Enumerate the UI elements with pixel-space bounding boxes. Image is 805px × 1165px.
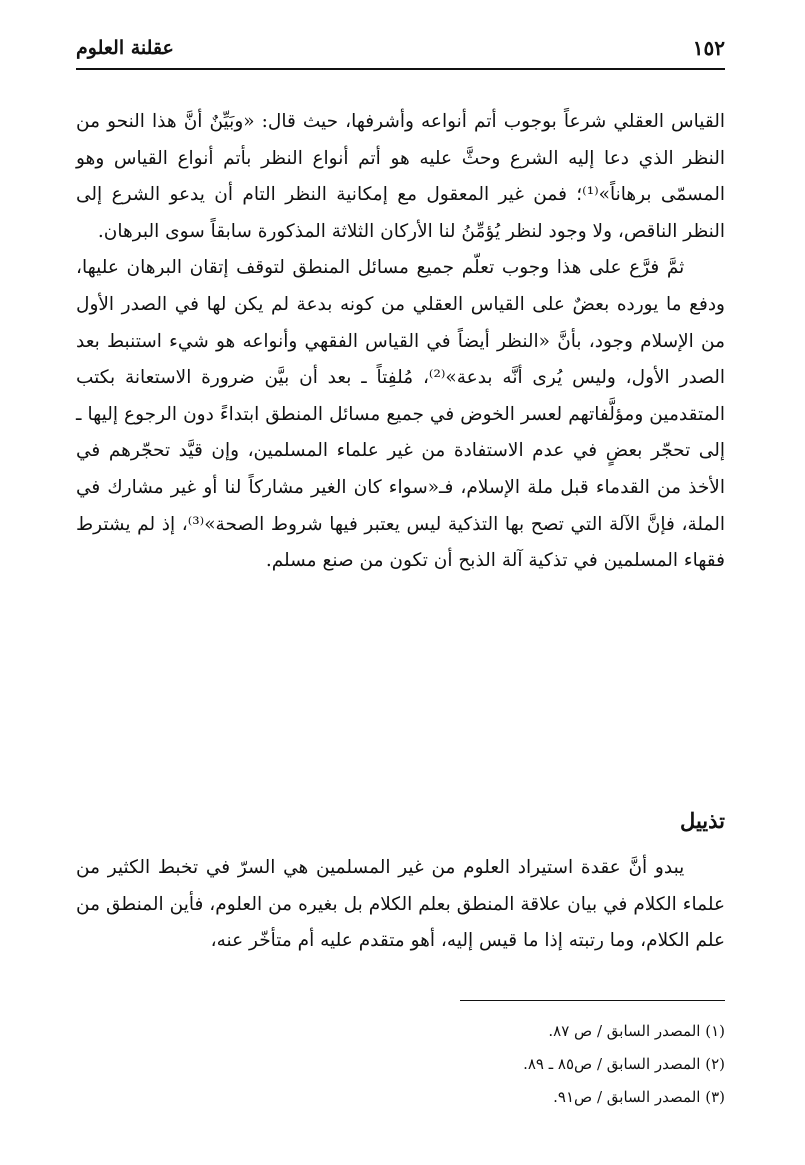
paragraph: يبدو أنَّ عقدة استيراد العلوم من غير المسلمين هي السرّ في تخبط الكثير من علماء الكلام في بيان علاقة المنطق بعلم الكلام بل بغيره من العلوم، فأين المنطق من علم الكلام، وما رتبته إذا ما قيس إليه، أهو متقدم عليه أم متأخّر عنه، (76, 857, 725, 952)
page-header (76, 28, 725, 70)
footnotes (76, 1015, 725, 1114)
page-number: ١٥٢ (692, 36, 725, 60)
footnote: (٢) المصدر السابق / ص٨٥ ـ ٨٩. (523, 1055, 725, 1073)
running-title: عقلنة العلوم (76, 37, 174, 59)
paragraph: القياس العقلي شرعاً بوجوب أتم أنواعه وأشرفها، حيث قال: «وبَيِّنٌ أنَّ هذا النحو من النظر الذي دعا إليه الشرع وحثَّ عليه هو أتم أنواع النظر بأتم أنواع القياس وهو المسمّى برهاناً»⁽¹⁾؛ فمن غير المعقول مع إمكانية النظر التام أن يدعو الشرع إلى النظر الناقص، ولا وجود لنظر يُؤمِّنُ لنا الأركان الثلاثة المذكورة سابقاً سوى البرهان. (76, 111, 725, 242)
section-heading: تذييل (680, 808, 725, 833)
section-text (76, 850, 725, 960)
main-text (76, 104, 725, 580)
footnote-divider (460, 1000, 725, 1001)
footnote: (١) المصدر السابق / ص ٨٧. (548, 1022, 725, 1040)
paragraph: ثمَّ فرَّع على هذا وجوب تعلّم جميع مسائل المنطق لتوقف إتقان البرهان عليها، ودفع ما يورده بعضٌ على القياس العقلي من كونه بدعة لم يكن لها في الصدر الأول من الإسلام وجود، بأنَّ «النظر أيضاً في القياس الفقهي وأنواعه هو شيء استنبط بعد الصدر الأول، وليس يُرى أنَّه بدعة»⁽²⁾، مُلفِتاً ـ بعد أن بيَّن ضرورة الاستعانة بكتب المتقدمين ومؤلَّفاتهم لعسر الخوض في جميع مسائل المنطق ابتداءً دون الرجوع إليها ـ إلى تحجّر بعضٍ في عدم الاستفادة من غير علماء المسلمين، وإن قيَّد تحجّرهم في الأخذ من القدماء قبل ملة الإسلام، فـ«سواء كان الغير مشاركاً لنا أو غير مشارك في الملة، فإنَّ الآلة التي تصح بها التذكية ليس يعتبر فيها شروط الصحة»⁽³⁾، إذ لم يشترط فقهاء المسلمين في تذكية آلة الذبح أن تكون من صنع مسلم. (76, 257, 725, 572)
footnote: (٣) المصدر السابق / ص٩١. (553, 1088, 725, 1106)
